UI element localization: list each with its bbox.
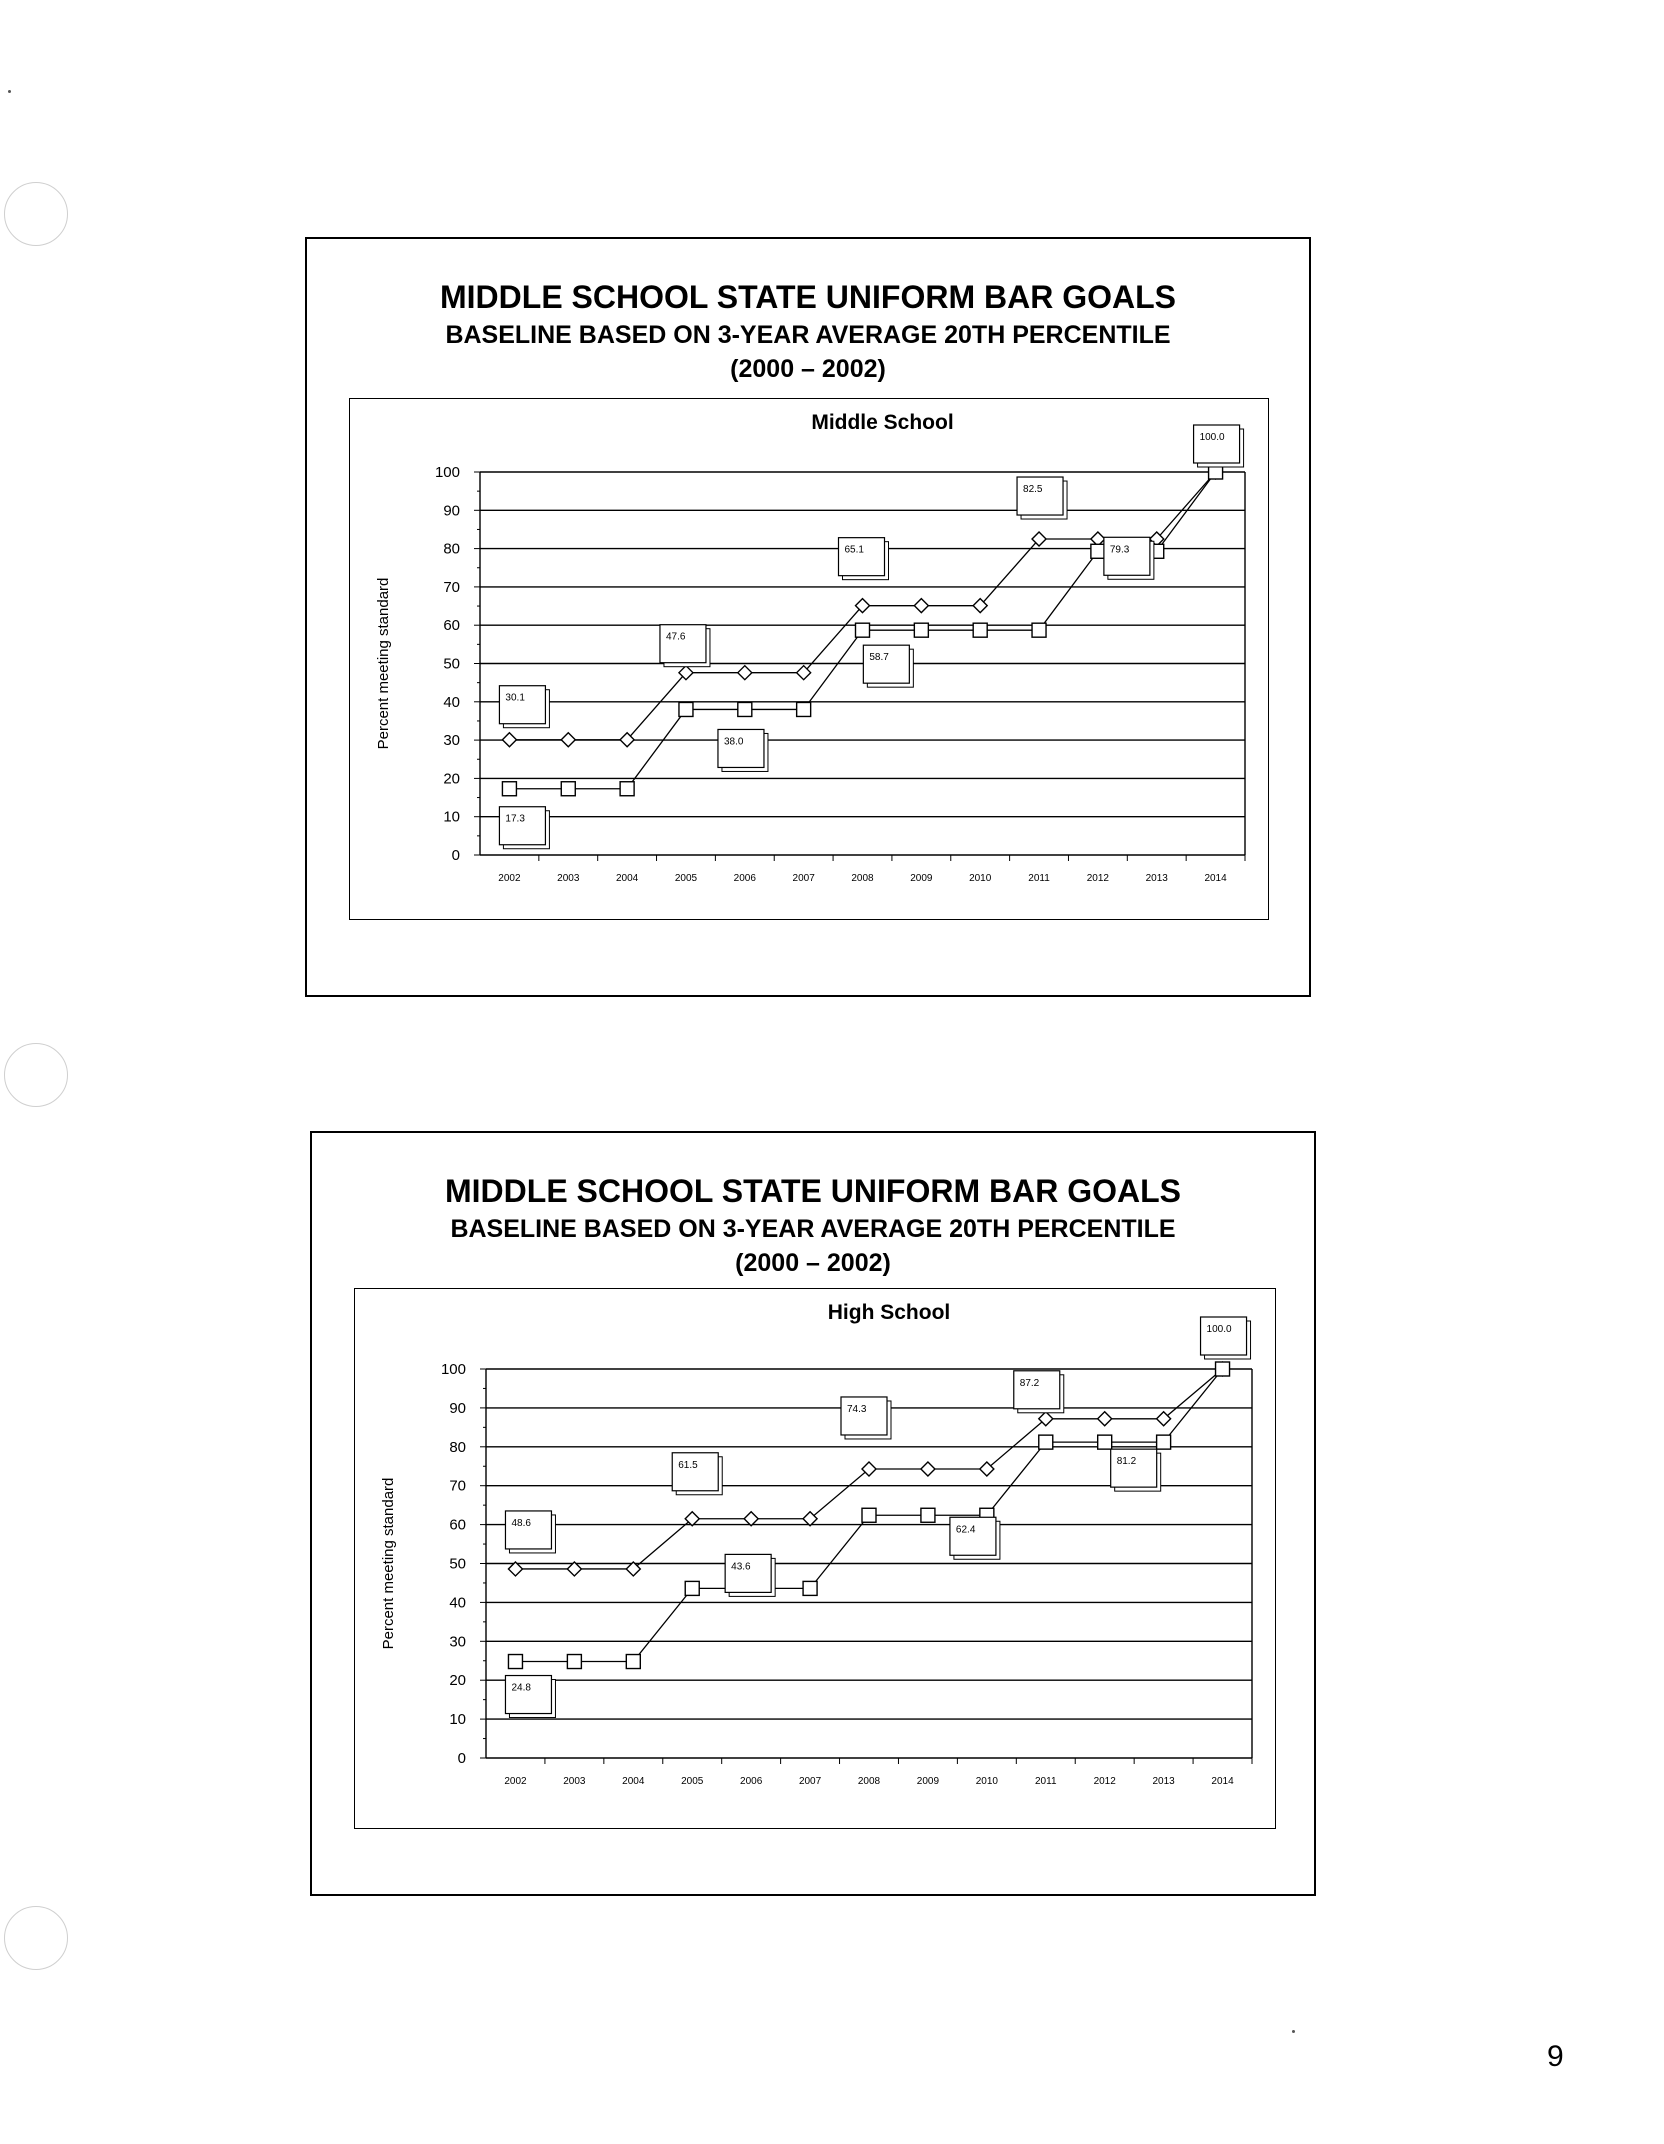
data-point-diamond bbox=[914, 599, 928, 613]
y-tick-label: 90 bbox=[443, 502, 460, 520]
data-point-diamond bbox=[502, 733, 516, 747]
data-label: 38.0 bbox=[723, 736, 744, 748]
data-label-frame bbox=[505, 1511, 551, 1549]
x-tick-label: 2003 bbox=[557, 873, 580, 884]
x-tick-label: 2012 bbox=[1086, 873, 1110, 884]
y-tick-label: 20 bbox=[449, 1672, 466, 1690]
data-label: 48.6 bbox=[511, 1517, 531, 1529]
x-tick-label: 2014 bbox=[1211, 1776, 1234, 1787]
y-tick-label: 70 bbox=[443, 578, 460, 596]
punch-hole-top bbox=[4, 182, 68, 246]
x-tick-label: 2004 bbox=[622, 1776, 645, 1787]
data-point-square bbox=[1039, 1435, 1053, 1449]
x-tick-label: 2010 bbox=[969, 873, 992, 884]
x-tick-label: 2007 bbox=[792, 873, 815, 884]
slide-period: (2000 – 2002) bbox=[735, 1249, 891, 1277]
data-label: 87.2 bbox=[1019, 1377, 1040, 1389]
y-axis-label: Percent meeting standard bbox=[375, 577, 392, 750]
data-label: 100.0 bbox=[1199, 432, 1225, 443]
x-tick-label: 2006 bbox=[740, 1776, 763, 1787]
y-tick-label: 100 bbox=[434, 464, 460, 481]
data-label-box bbox=[499, 686, 549, 728]
data-label-frame bbox=[1104, 537, 1150, 575]
data-label: 65.1 bbox=[844, 544, 864, 556]
data-label-box bbox=[839, 538, 889, 580]
data-label-frame bbox=[841, 1397, 887, 1435]
y-tick-label: 90 bbox=[449, 1399, 466, 1417]
data-label-box bbox=[1201, 1317, 1251, 1359]
data-label-box bbox=[505, 1511, 555, 1553]
slide-subtitle: BASELINE BASED ON 3-YEAR AVERAGE 20TH PERCENTILE bbox=[450, 1215, 1176, 1243]
y-tick-label: 70 bbox=[449, 1477, 466, 1495]
data-label-box bbox=[672, 1453, 722, 1495]
x-tick-label: 2009 bbox=[916, 1776, 940, 1787]
data-point-square bbox=[1091, 544, 1105, 558]
slide-period: (2000 – 2002) bbox=[730, 355, 886, 383]
scan-speck bbox=[1292, 2030, 1295, 2033]
data-label-frame bbox=[839, 538, 885, 576]
chart-frame bbox=[349, 398, 1269, 920]
x-tick-label: 2005 bbox=[681, 1776, 704, 1787]
data-label-frame bbox=[725, 1554, 771, 1592]
y-tick-label: 60 bbox=[443, 617, 460, 635]
data-point-square bbox=[508, 1655, 522, 1669]
data-label: 17.3 bbox=[505, 813, 525, 825]
data-label: 81.2 bbox=[1116, 1456, 1137, 1468]
data-label-frame bbox=[863, 645, 909, 683]
x-tick-label: 2002 bbox=[498, 873, 521, 884]
x-tick-label: 2011 bbox=[1035, 1776, 1057, 1787]
data-label: 61.5 bbox=[678, 1459, 698, 1471]
x-tick-label: 2005 bbox=[674, 873, 698, 884]
y-tick-label: 0 bbox=[457, 1750, 466, 1767]
data-point-square bbox=[1032, 623, 1046, 637]
data-label-box bbox=[725, 1554, 775, 1596]
x-tick-label: 2008 bbox=[851, 873, 874, 884]
punch-hole-bottom bbox=[4, 1906, 68, 1970]
data-label-box bbox=[1104, 537, 1154, 579]
data-label-frame bbox=[1194, 425, 1240, 463]
data-label-frame bbox=[660, 625, 706, 663]
line-chart-high-school bbox=[355, 1289, 1277, 1830]
data-point-square bbox=[1098, 1435, 1112, 1449]
data-label-box bbox=[1017, 477, 1067, 519]
data-label: 82.5 bbox=[1023, 484, 1043, 496]
data-point-square bbox=[856, 623, 870, 637]
data-point-square bbox=[738, 702, 752, 716]
data-point-square bbox=[679, 702, 693, 716]
data-point-square bbox=[567, 1655, 581, 1669]
data-point-square bbox=[1216, 1362, 1230, 1376]
scan-speck bbox=[8, 90, 11, 93]
y-tick-label: 30 bbox=[443, 732, 460, 750]
y-tick-label: 40 bbox=[443, 693, 460, 711]
y-tick-label: 0 bbox=[451, 847, 460, 864]
data-label-frame bbox=[1014, 1371, 1060, 1409]
data-label-box bbox=[863, 645, 913, 687]
slide-subtitle: BASELINE BASED ON 3-YEAR AVERAGE 20TH PERCENTILE bbox=[445, 321, 1171, 349]
y-tick-label: 60 bbox=[449, 1516, 466, 1534]
data-label: 74.3 bbox=[847, 1403, 867, 1415]
data-label: 24.8 bbox=[511, 1682, 531, 1694]
slide-title: MIDDLE SCHOOL STATE UNIFORM BAR GOALS bbox=[440, 279, 1176, 315]
y-tick-label: 10 bbox=[443, 808, 460, 826]
data-label-frame bbox=[505, 1676, 551, 1714]
x-tick-label: 2012 bbox=[1093, 1776, 1116, 1787]
y-tick-label: 80 bbox=[443, 540, 460, 558]
y-tick-label: 40 bbox=[449, 1594, 466, 1612]
slide-title: MIDDLE SCHOOL STATE UNIFORM BAR GOALS bbox=[445, 1173, 1181, 1209]
x-tick-label: 2010 bbox=[975, 1776, 998, 1787]
chart-title: High School bbox=[827, 1301, 951, 1324]
x-tick-label: 2013 bbox=[1145, 873, 1168, 884]
data-point-square bbox=[561, 782, 575, 796]
data-label: 62.4 bbox=[955, 1524, 976, 1536]
data-point-square bbox=[921, 1508, 935, 1522]
data-label-frame bbox=[499, 807, 545, 845]
data-point-square bbox=[797, 702, 811, 716]
data-point-square bbox=[1157, 1435, 1171, 1449]
data-point-diamond bbox=[738, 666, 752, 680]
data-point-diamond bbox=[561, 733, 575, 747]
punch-hole-middle bbox=[4, 1043, 68, 1107]
data-point-diamond bbox=[1098, 1412, 1112, 1426]
data-label: 47.6 bbox=[665, 631, 686, 643]
data-label: 79.3 bbox=[1109, 544, 1130, 556]
data-label-box bbox=[499, 807, 549, 849]
data-label-box bbox=[505, 1676, 555, 1718]
data-point-square bbox=[914, 623, 928, 637]
y-tick-label: 30 bbox=[449, 1633, 466, 1651]
y-tick-label: 50 bbox=[443, 655, 460, 673]
y-tick-label: 20 bbox=[443, 770, 460, 788]
y-tick-label: 100 bbox=[440, 1361, 466, 1378]
data-point-square bbox=[685, 1581, 699, 1595]
x-tick-label: 2009 bbox=[910, 873, 933, 884]
x-tick-label: 2004 bbox=[615, 873, 639, 884]
x-tick-label: 2008 bbox=[857, 1776, 881, 1787]
data-point-square bbox=[973, 623, 987, 637]
data-point-square bbox=[803, 1581, 817, 1595]
data-label-box bbox=[718, 729, 768, 771]
data-label: 100.0 bbox=[1206, 1324, 1232, 1335]
y-tick-label: 10 bbox=[449, 1711, 466, 1729]
data-label-frame bbox=[499, 686, 545, 724]
data-label-frame bbox=[950, 1517, 996, 1555]
data-label: 58.7 bbox=[869, 652, 889, 664]
data-label-box bbox=[950, 1517, 1000, 1559]
data-point-square bbox=[626, 1655, 640, 1669]
slide-high-school bbox=[310, 1131, 1316, 1896]
y-tick-label: 80 bbox=[449, 1438, 466, 1456]
y-axis-label: Percent meeting standard bbox=[380, 1477, 397, 1650]
data-label-box bbox=[1014, 1371, 1064, 1413]
data-label-frame bbox=[1201, 1317, 1247, 1355]
data-label-box bbox=[1194, 425, 1244, 467]
chart-frame bbox=[354, 1288, 1276, 1829]
page-number: 9 bbox=[1547, 2040, 1564, 2073]
data-point-square bbox=[620, 782, 634, 796]
data-point-diamond bbox=[744, 1512, 758, 1526]
chart-title: Middle School bbox=[811, 411, 954, 434]
data-point-square bbox=[862, 1508, 876, 1522]
data-label: 30.1 bbox=[505, 692, 525, 704]
data-label-frame bbox=[1111, 1449, 1157, 1487]
data-label-frame bbox=[1017, 477, 1063, 515]
x-tick-label: 2013 bbox=[1152, 1776, 1175, 1787]
line-chart-middle-school bbox=[350, 399, 1270, 921]
data-point-diamond bbox=[921, 1462, 935, 1476]
x-tick-label: 2006 bbox=[733, 873, 756, 884]
x-tick-label: 2014 bbox=[1204, 873, 1227, 884]
x-tick-label: 2011 bbox=[1028, 873, 1050, 884]
data-point-square bbox=[502, 782, 516, 796]
x-tick-label: 2002 bbox=[504, 1776, 527, 1787]
data-label-box bbox=[1111, 1449, 1161, 1491]
slide-middle-school bbox=[305, 237, 1311, 997]
data-label-box bbox=[660, 625, 710, 667]
data-label-frame bbox=[718, 729, 764, 767]
x-tick-label: 2003 bbox=[563, 1776, 586, 1787]
data-label: 43.6 bbox=[731, 1561, 751, 1573]
x-tick-label: 2007 bbox=[798, 1776, 822, 1787]
y-tick-label: 50 bbox=[449, 1555, 466, 1573]
data-label-box bbox=[841, 1397, 891, 1439]
data-label-frame bbox=[672, 1453, 718, 1491]
